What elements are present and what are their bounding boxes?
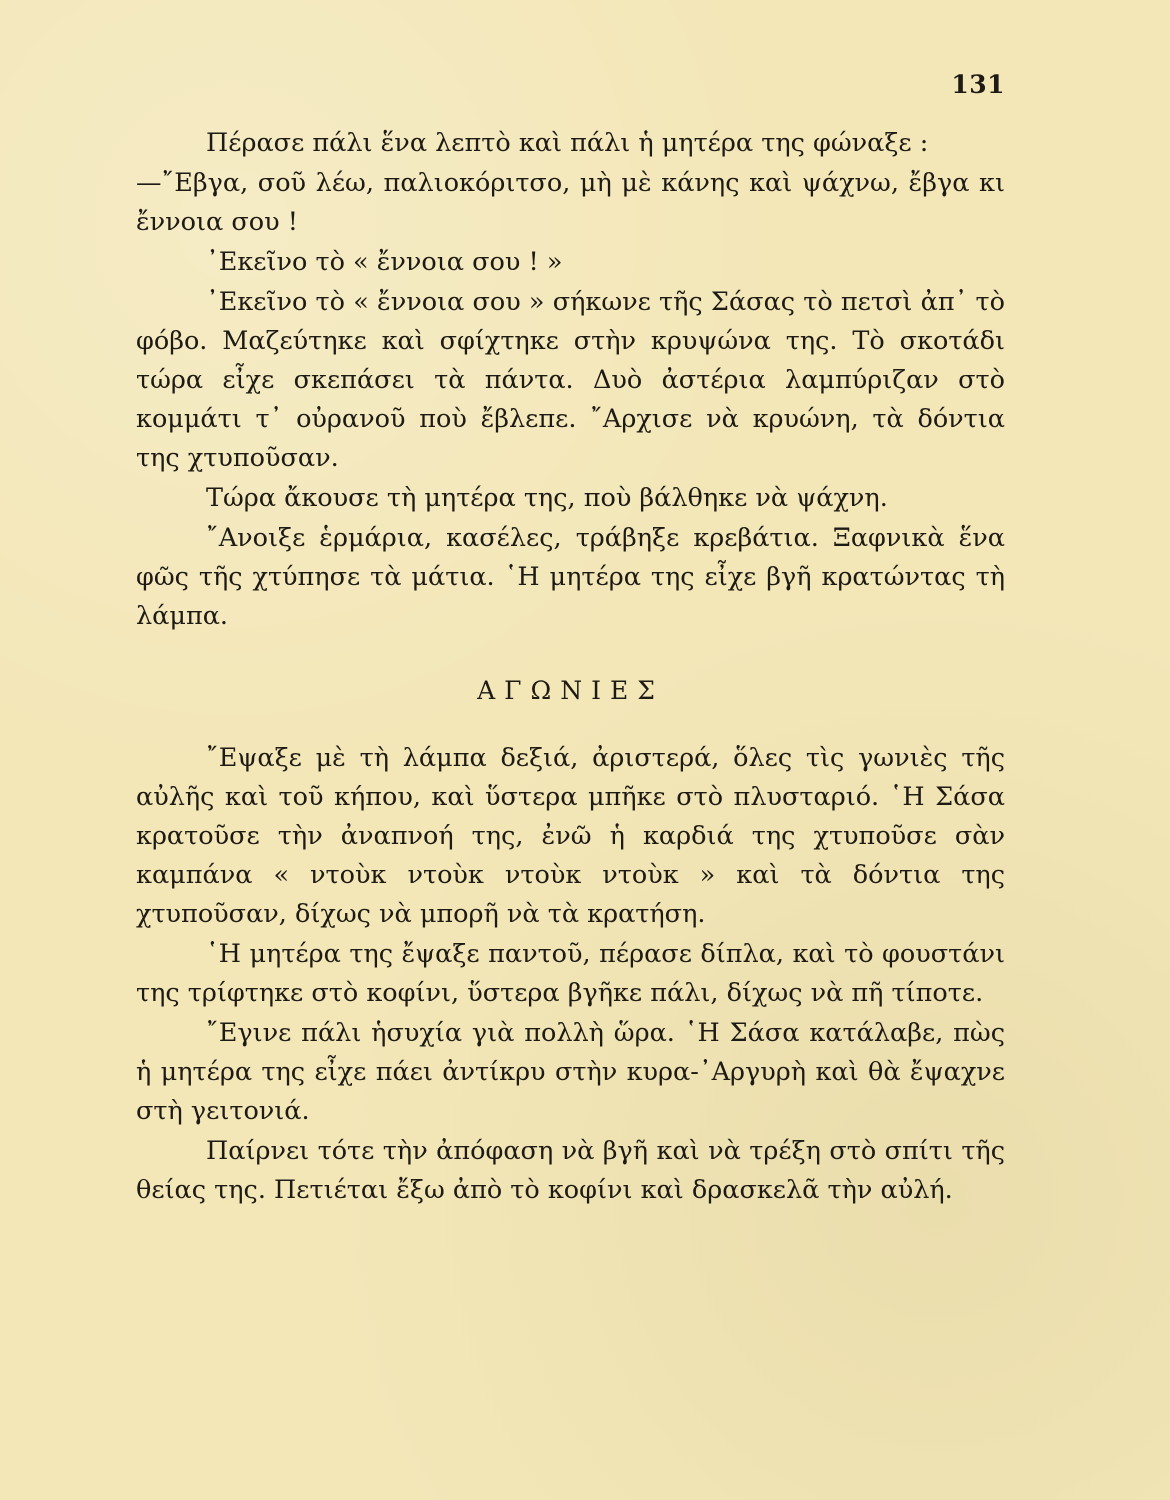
paragraph-3: ᾿Εκεῖνο τὸ « ἔννοια σου ! »: [206, 247, 563, 277]
page-number: 131: [951, 70, 1005, 99]
section-heading: ΑΓΩΝΙΕΣ: [477, 676, 664, 705]
paragraph-2: —῎Εβγα, σοῦ λέω, παλιοκόριτσο, μὴ μὲ κάνης καὶ ψάχνω, ἔβγα κι ἔννοια σου !: [136, 168, 1005, 237]
paragraph-6: ῎Ανοιξε ἑρμάρια, κασέλες, τράβηξε κρεβάτια. Ξαφνικὰ ἕνα φῶς τῆς χτύπησε τὰ μάτια. ῾Η μητέρα της εἶχε βγῆ κρατώντας τὴ λάμπα.: [136, 523, 1005, 631]
paragraph-5: Τώρα ἄκουσε τὴ μητέρα της, ποὺ βάλθηκε νὰ ψάχνη.: [206, 483, 888, 513]
paragraph-9: ῎Εγινε πάλι ἡσυχία γιὰ πολλὴ ὥρα. ῾Η Σάσα κατάλαβε, πὼς ἡ μητέρα της εἶχε πάει ἀντίκρυ στὴν κυρα-᾿Αργυρὴ καὶ θὰ ἔψαχνε στὴ γειτονιά.: [136, 1018, 1005, 1126]
paragraph-8: ῾Η μητέρα της ἔψαξε παντοῦ, πέρασε δίπλα, καὶ τὸ φουστάνι της τρίφτηκε στὸ κοφίνι, ὕστερα βγῆκε πάλι, δίχως νὰ πῆ τίποτε.: [136, 939, 1005, 1008]
paragraph-1: Πέρασε πάλι ἕνα λεπτὸ καὶ πάλι ἡ μητέρα της φώναξε :: [206, 128, 929, 158]
paragraph-7: ῎Εψαξε μὲ τὴ λάμπα δεξιά, ἀριστερά, ὅλες τὶς γωνιὲς τῆς αὐλῆς καὶ τοῦ κήπου, καὶ ὕστερα μπῆκε στὸ πλυσταριό. ῾Η Σάσα κρατοῦσε τὴν ἀναπνοή της, ἐνῶ ἡ καρδιά της χτυποῦσε σὰν καμπάνα « ντοὺκ ντοὺκ ντοὺκ ντοὺκ » καὶ τὰ δόντια της χτυποῦσαν, δίχως νὰ μπορῆ νὰ τὰ κρατήση.: [136, 743, 1005, 929]
paragraph-4: ᾿Εκεῖνο τὸ « ἔννοια σου » σήκωνε τῆς Σάσας τὸ πετσὶ ἀπ᾿ τὸ φόβο. Μαζεύτηκε καὶ σφίχτηκε στὴν κρυψώνα της. Τὸ σκοτάδι τώρα εἶχε σκεπάσει τὰ πάντα. Δυὸ ἀστέρια λαμπύριζαν στὸ κομμάτι τ᾿ οὐρανοῦ ποὺ ἔβλεπε. ῎Αρχισε νὰ κρυώνη, τὰ δόντια της χτυποῦσαν.: [136, 287, 1005, 473]
paragraph-10: Παίρνει τότε τὴν ἀπόφαση νὰ βγῆ καὶ νὰ τρέξη στὸ σπίτι τῆς θείας της. Πετιέται ἔξω ἀπὸ τὸ κοφίνι καὶ δρασκελᾶ τὴν αὐλή.: [136, 1136, 1005, 1205]
page-content: [136, 124, 1005, 1210]
